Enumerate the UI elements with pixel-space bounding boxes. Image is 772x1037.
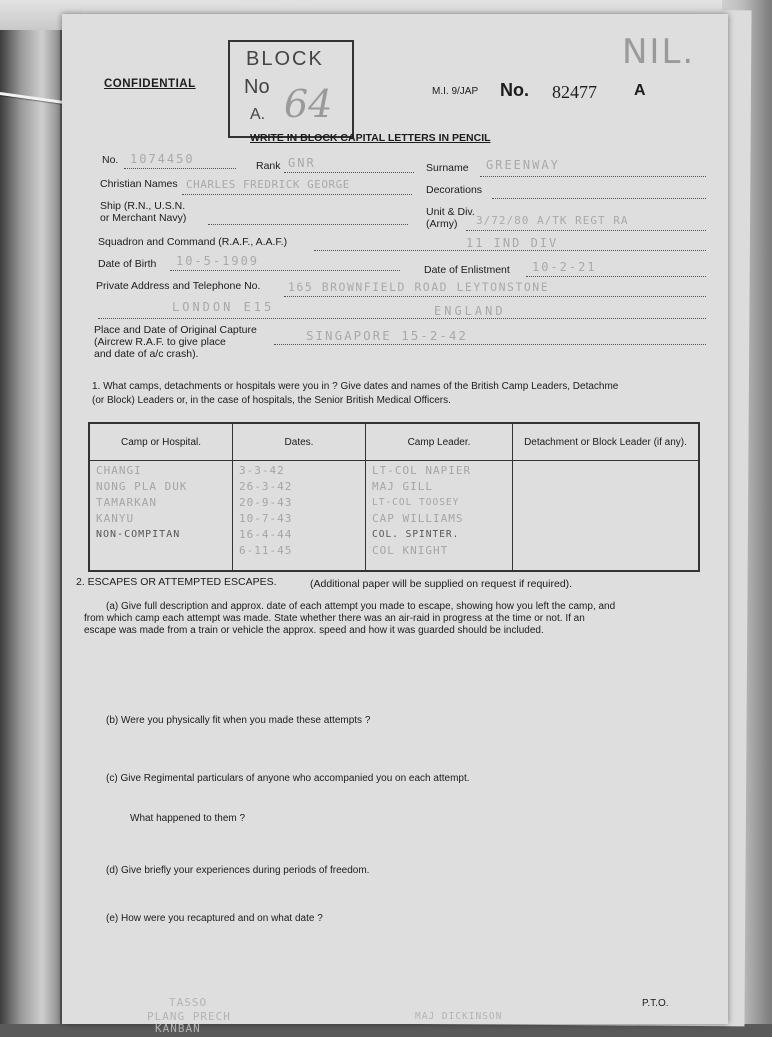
rank-value: GNR	[288, 156, 316, 170]
unit-value: 3/72/80 A/TK REGT RA	[476, 214, 629, 227]
capture-label-2: (Aircrew R.A.F. to give place	[94, 336, 226, 348]
dob-value: 10-5-1909	[176, 254, 260, 268]
block-stamp-letter: A.	[250, 106, 266, 123]
dob-label: Date of Birth	[98, 258, 157, 270]
question-2a-line-3: escape was made from a train or vehicle the approx. speed and how it was guarded should be included.	[84, 625, 544, 636]
question-2a-line-2: from which camp each attempt was made. State whether there was an air-raid in progress at the time or not. If an	[84, 613, 585, 624]
header-detachment-leader: Detachment or Block Leader (if any).	[513, 423, 700, 461]
leader-entry: COL. SPINTER.	[372, 529, 460, 540]
number-label: No.	[500, 80, 529, 100]
date-entry: 26-3-42	[239, 480, 293, 493]
confidential-heading: CONFIDENTIAL	[104, 78, 196, 90]
question-2c-follow-up: What happened to them ?	[130, 813, 246, 824]
question-2-title: 2. ESCAPES OR ATTEMPTED ESCAPES.	[76, 576, 277, 588]
decorations-label: Decorations	[426, 184, 483, 196]
serial-number: 82477	[552, 82, 597, 102]
address-line-3: ENGLAND	[434, 304, 506, 318]
question-2c: (c) Give Regimental particulars of anyone who accompanied you on each attempt.	[106, 773, 470, 784]
camp-entry: NONG PLA DUK	[96, 480, 188, 493]
surname-label: Surname	[426, 162, 469, 174]
question-2a-line-1: (a) Give full description and approx. date of each attempt you made to escape, showing how you left the camp, and	[106, 601, 616, 612]
block-number-handwritten: 64	[284, 82, 333, 126]
leader-entry: CAP WILLIAMS	[372, 512, 464, 525]
detachment-column	[513, 461, 700, 572]
camps-table-header	[89, 423, 699, 461]
leader-entry: MAJ GILL	[372, 480, 433, 493]
camp-entry: CHANGI	[96, 464, 142, 477]
camp-entry: PLANG PRECH	[147, 1010, 231, 1023]
christian-names-value: CHARLES FREDRICK GEORGE	[186, 178, 350, 191]
capture-label-3: and date of a/c crash).	[94, 348, 199, 360]
leader-entry: MAJ DICKINSON	[415, 1011, 503, 1022]
unit-label-1: Unit & Div.	[426, 206, 475, 218]
enlistment-label: Date of Enlistment	[424, 264, 510, 276]
ship-label-1: Ship (R.N., U.S.N.	[100, 200, 186, 212]
address-line-1: 165 BROWNFIELD ROAD LEYTONSTONE	[288, 280, 550, 294]
header-dates: Dates.	[233, 423, 366, 461]
question-1-text-2: (or Block) Leaders or, in the case of hospitals, the Senior British Medical Officers.	[92, 395, 451, 406]
capture-value: SINGAPORE 15-2-42	[306, 328, 468, 343]
rank-label: Rank	[256, 160, 281, 172]
no-label: No.	[102, 154, 119, 166]
leader-entry: COL KNIGHT	[372, 544, 449, 557]
block-stamp-label: BLOCK	[246, 48, 324, 70]
question-2e: (e) How were you recaptured and on what date ?	[106, 913, 323, 924]
date-entry: 16-4-44	[239, 528, 293, 541]
ship-label-2: or Merchant Navy)	[100, 212, 187, 224]
please-turn-over: P.T.O.	[642, 998, 669, 1009]
leader-entry: LT-COL TOOSEY	[372, 497, 460, 508]
enlistment-value: 10-2-21	[532, 260, 597, 274]
camp-entry: TASSO	[169, 996, 208, 1009]
date-entry: 20-9-43	[239, 496, 293, 509]
squadron-value: 11 IND DIV	[466, 236, 559, 250]
serial-suffix: A	[634, 82, 646, 99]
camp-entry: NON-COMPITAN	[96, 529, 181, 540]
camp-entry: KANYU	[96, 512, 135, 525]
interrogation-form	[62, 14, 728, 1035]
block-stamp-no: No	[244, 76, 270, 98]
squadron-label: Squadron and Command (R.A.F., A.A.F.)	[98, 236, 288, 248]
date-entry: 6-11-45	[239, 544, 293, 557]
pencil-instruction: WRITE IN BLOCK CAPITAL LETTERS IN PENCIL	[250, 132, 491, 144]
camp-entry: KANBAN	[155, 1022, 201, 1035]
question-2d: (d) Give briefly your experiences during periods of freedom.	[106, 865, 370, 876]
date-entry: 3-3-42	[239, 464, 285, 477]
block-stamp	[228, 40, 354, 138]
capture-label-1: Place and Date of Original Capture	[94, 324, 257, 336]
folder-left-edge	[0, 0, 60, 1024]
unit-label-2: (Army)	[426, 218, 458, 230]
header-camp: Camp or Hospital.	[89, 423, 233, 461]
camps-table-body	[89, 461, 699, 572]
address-line-2: LONDON E15	[172, 300, 275, 314]
form-reference: M.I. 9/JAP	[432, 86, 479, 97]
no-value: 1074450	[130, 152, 195, 166]
leader-entry: LT-COL NAPIER	[372, 464, 472, 477]
surname-value: GREENWAY	[486, 158, 560, 172]
question-2-note: (Additional paper will be supplied on request if required).	[310, 578, 573, 590]
camp-entry: TAMARKAN	[96, 496, 157, 509]
dates-column	[233, 461, 366, 572]
date-entry: 10-7-43	[239, 512, 293, 525]
nil-note: NIL.	[622, 32, 696, 72]
header-camp-leader: Camp Leader.	[366, 423, 513, 461]
address-label: Private Address and Telephone No.	[96, 280, 261, 292]
christian-names-label: Christian Names	[100, 178, 178, 190]
question-2b: (b) Were you physically fit when you made these attempts ?	[106, 715, 371, 726]
question-1-text-1: 1. What camps, detachments or hospitals were you in ? Give dates and names of the British Camp Leaders, Detachme	[92, 381, 619, 392]
